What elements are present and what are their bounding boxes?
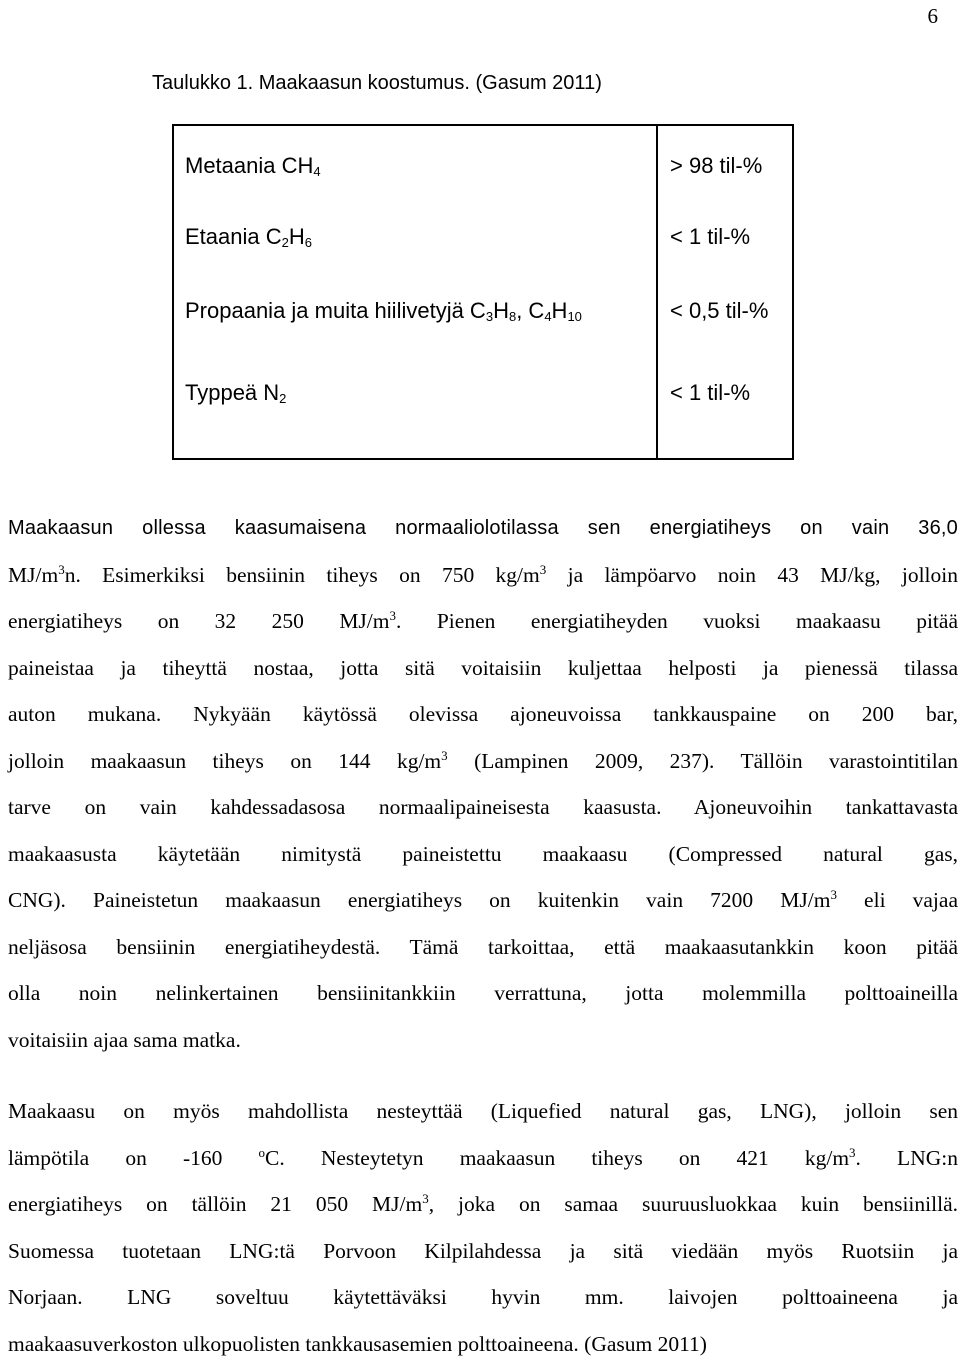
text-line: Maakaasu on myös mahdollista nesteyttää (Liquefied natural gas, LNG), jolloin sen xyxy=(8,1088,958,1135)
component-text: Metaania CH xyxy=(185,153,313,178)
subscript: 10 xyxy=(567,309,581,324)
text-line: Suomessa tuotetaan LNG:tä Porvoon Kilpilahdessa ja sitä viedään myös Ruotsiin ja xyxy=(8,1228,958,1275)
text-line: olla noin nelinkertainen bensiinitankkiin verrattuna, jotta molemmilla polttoaineilla xyxy=(8,970,958,1017)
composition-table xyxy=(172,124,794,460)
component-name-cell xyxy=(173,200,657,274)
component-value-cell: > 98 til-% xyxy=(657,125,793,200)
text-line: voitaisiin ajaa sama matka. xyxy=(8,1017,958,1064)
component-value-cell: < 0,5 til-% xyxy=(657,274,793,348)
subscript: 2 xyxy=(279,391,286,406)
text-line: $MJ/m^3n$. Esimerkiksi bensiinin tiheys on 750 $kg/m^3$ ja lämpöarvo noin 43 MJ/kg, jolloin xyxy=(8,552,958,599)
subscript: 2 xyxy=(282,235,289,250)
text-line: Norjaan. LNG soveltuu käytettäväksi hyvin mm. laivojen polttoaineena ja xyxy=(8,1274,958,1321)
text-line: CNG). Paineistetun maakaasun energiatiheys on kuitenkin vain 7200 $MJ/m^3$ eli vajaa xyxy=(8,877,958,924)
component-name-cell xyxy=(173,274,657,348)
component-name-cell xyxy=(173,348,657,459)
component-value-cell: < 1 til-% xyxy=(657,348,793,459)
text-line: maakaasuverkoston ulkopuolisten tankkausasemien polttoaineena. (Gasum 2011) xyxy=(8,1321,958,1367)
text-line: paineistaa ja tiheyttä nostaa, jotta sitä voitaisiin kuljettaa helposti ja pienessä tilassa xyxy=(8,645,958,692)
table-row xyxy=(173,274,793,348)
text-line: tarve on vain kahdessadasosa normaalipaineisesta kaasusta. Ajoneuvoihin tankattavasta xyxy=(8,784,958,831)
subscript: 3 xyxy=(486,309,493,324)
component-text: H xyxy=(552,298,568,323)
subscript: 8 xyxy=(509,309,516,324)
component-text: H xyxy=(493,298,509,323)
subscript: 4 xyxy=(544,309,551,324)
paragraph-lng xyxy=(8,1088,958,1367)
table-row xyxy=(173,125,793,200)
table-row xyxy=(173,200,793,274)
subscript: 4 xyxy=(313,164,320,179)
component-text: Propaania ja muita hiilivetyjä C xyxy=(185,298,486,323)
component-text: Typpeä N xyxy=(185,380,279,405)
table-caption: Taulukko 1. Maakaasun koostumus. (Gasum 2011) xyxy=(152,72,602,95)
subscript: 6 xyxy=(305,235,312,250)
text-line: auton mukana. Nykyään käytössä olevissa ajoneuvoissa tankkauspaine on 200 bar, xyxy=(8,691,958,738)
component-text: Etaania C xyxy=(185,224,282,249)
text-line: Maakaasun ollessa kaasumaisena normaaliolotilassa sen energiatiheys on vain 36,0 xyxy=(8,505,958,552)
text-line: energiatiheys on tällöin 21 050 $MJ/m^3$, joka on samaa suuruusluokkaa kuin bensiinillä. xyxy=(8,1181,958,1228)
paragraph-energy-density xyxy=(8,505,958,1063)
text-line: neljäsosa bensiinin energiatiheydestä. Tämä tarkoittaa, että maakaasutankkin koon pitää xyxy=(8,924,958,971)
text-line: lämpötila on -160 $^o$C. Nesteytetyn maakaasun tiheys on 421 $kg/m^3$. LNG:n xyxy=(8,1135,958,1182)
component-name-cell xyxy=(173,125,657,200)
component-value-cell: < 1 til-% xyxy=(657,200,793,274)
text-line: energiatiheys on 32 250 $MJ/m^3$. Pienen energiatiheyden vuoksi maakaasu pitää xyxy=(8,598,958,645)
page-number: 6 xyxy=(928,4,939,29)
table-row xyxy=(173,348,793,459)
text-line: maakaasusta käytetään nimitystä paineistettu maakaasu (Compressed natural gas, xyxy=(8,831,958,878)
text-line: jolloin maakaasun tiheys on 144 $kg/m^3$ (Lampinen 2009, 237). Tällöin varastointitilan xyxy=(8,738,958,785)
component-text: , C xyxy=(516,298,544,323)
component-text: H xyxy=(289,224,305,249)
